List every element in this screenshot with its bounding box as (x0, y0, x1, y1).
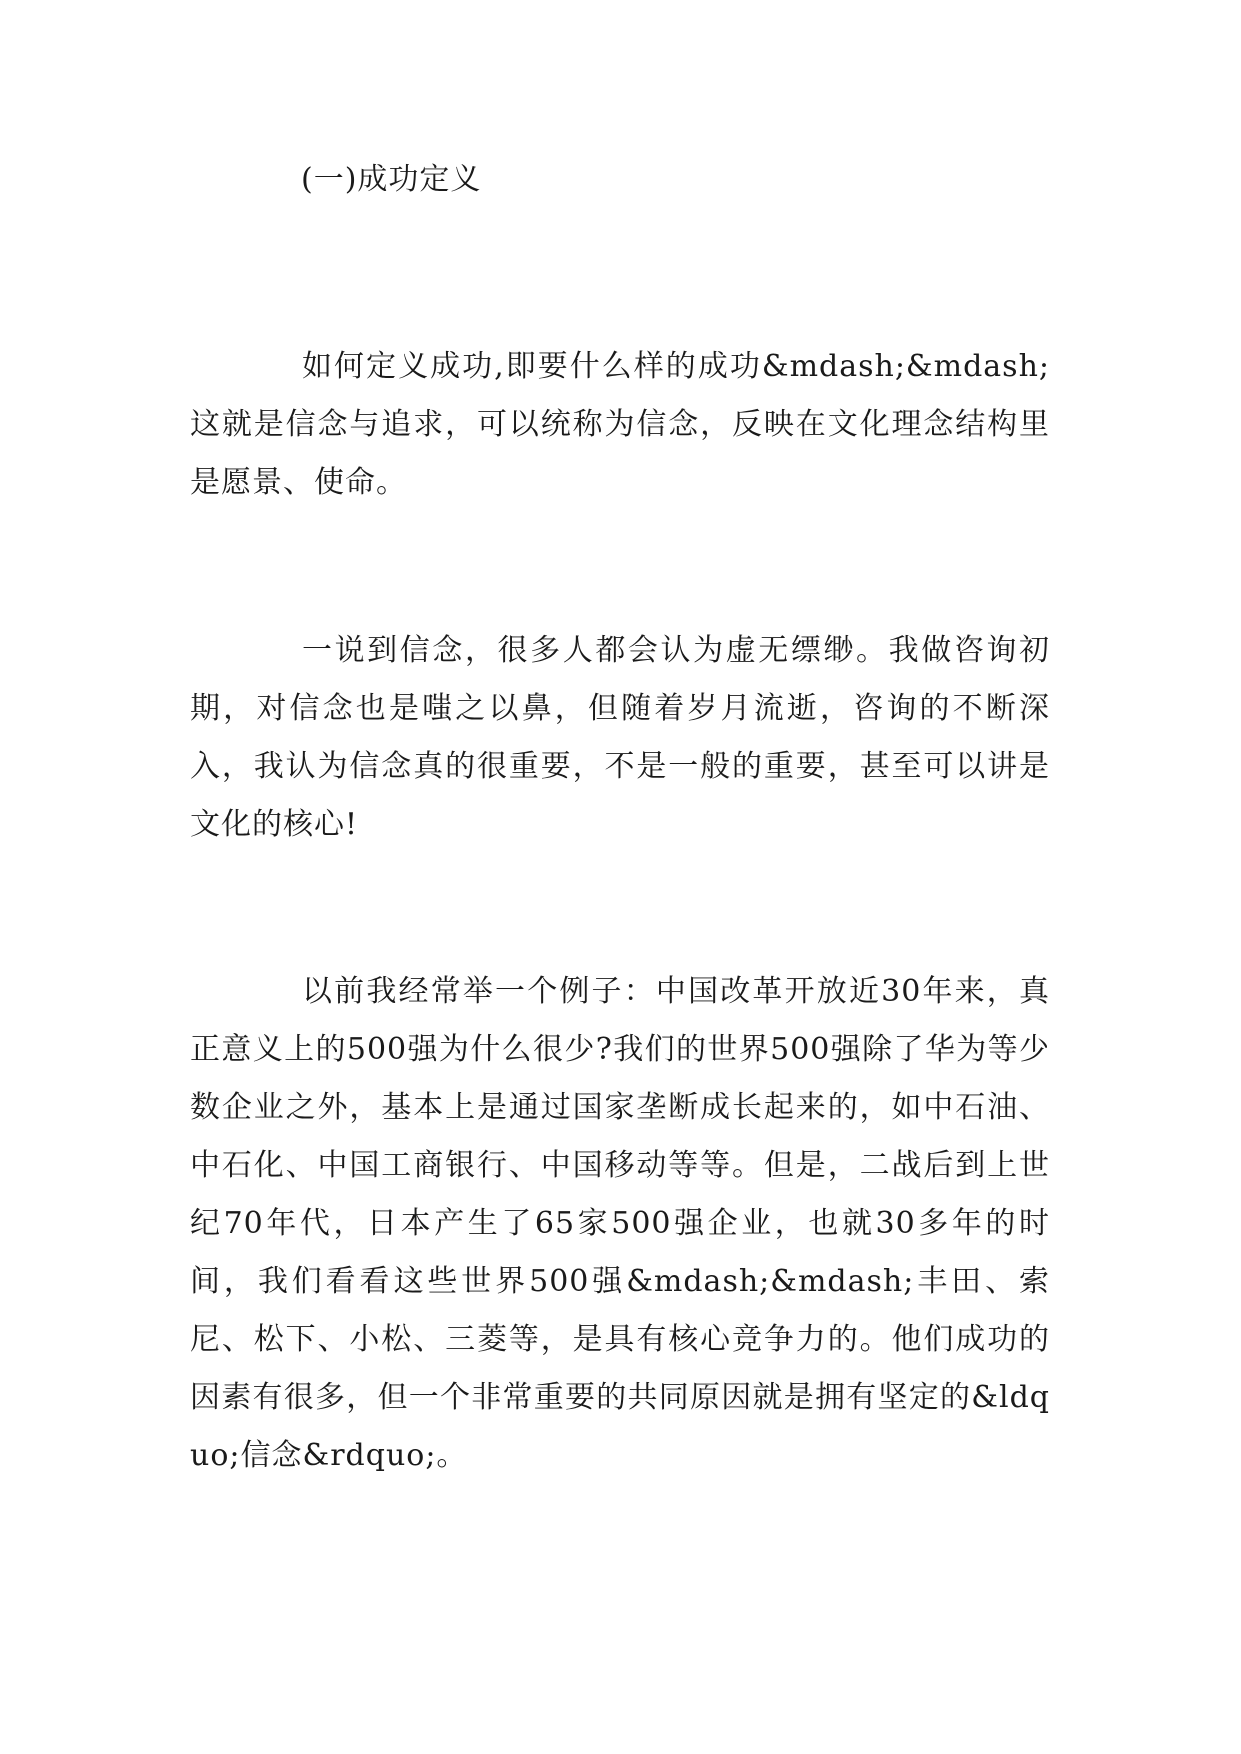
paragraph-belief: 一说到信念，很多人都会认为虚无缥缈。我做咨询初期，对信念也是嗤之以鼻，但随着岁月流逝，咨询的不断深入，我认为信念真的很重要，不是一般的重要，甚至可以讲是文化的核心! (190, 633, 1050, 842)
paragraph-definition: 如何定义成功,即要什么样的成功&mdash;&mdash;这就是信念与追求，可以统称为信念，反映在文化理念结构里是愿景、使命。 (190, 349, 1050, 500)
section-heading: (一)成功定义 (301, 162, 482, 197)
paragraph-example: 以前我经常举一个例子：中国改革开放近30年来，真正意义上的500强为什么很少?我们的世界500强除了华为等少数企业之外，基本上是通过国家垄断成长起来的，如中石油、中石化、中国工商银行、中国移动等等。但是，二战后到上世纪70年代，日本产生了65家500强企业，也就30多年的时间，我们看看这些世界500强&mdash;&mdash;丰田、索尼、松下、小松、三菱等，是具有核心竞争力的。他们成功的因素有很多，但一个非常重要的共同原因就是拥有坚定的&ldquo;信念&rdquo;。 (190, 974, 1050, 1473)
